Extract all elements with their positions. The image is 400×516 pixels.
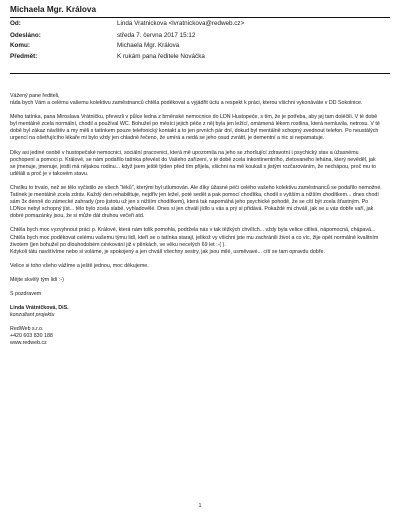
- meta-row-subject: [10, 52, 390, 63]
- paragraph-4: Chtěla bych moc vyzvyhnout práci p. Králové, která nám tolik pomohla, podržela nás v tak těžkých chvílích... vždy byla velice citlivá, nápomocná, chápavá... Chtěla bych moc poděkovat celému vašemu týmu lidí, kteří se o tatínka starají, jelikož vy všichni jste mu zachránili život a co víc, žije opět normálně kvalitním životem (jen bohužel po dlouhodobém cévkování již v plínkách, ve věku necelých 69 let :-( ).: [10, 227, 379, 248]
- signature-company: RedWeb s.r.o.: [10, 326, 44, 333]
- meta-label: Předmět:: [10, 53, 38, 61]
- email-metadata: [10, 19, 390, 63]
- meta-row-to: [10, 41, 390, 52]
- meta-row-sent: [10, 31, 390, 42]
- meta-label: Od:: [10, 20, 21, 27]
- paragraph-2: Díky asi jediné osobě v hustopečské nemocnici, sociální pracovnici, která mě upozornila na jeho se zhoršující zdravotní i psychický stav a úžasnému pochopení a pomoci p. Králové, se nám podařilo tatínka převést do Vašeho zařízení, v té době zcela inkontinentního, zletovaného lehána, který nevěděl, jak se jmenuje, jmenuje, jestli má nějakou rodinu... když jsem ještě týden před tím přijela, všichni na mě koukali s jistým rozčarováním, že nechápou, proč mu to uděláli a proč je v takovém stavu.: [10, 149, 376, 177]
- mailbox-owner-name: Michaela Mgr. Králova: [10, 5, 97, 14]
- meta-value: Linda Vratnickova <lvratnickova@redweb.cz>: [117, 20, 245, 27]
- paragraph-7: Mějte skvělý tým lidí :-): [10, 276, 64, 283]
- signature-name: Linda Vrátničková, DiS.: [10, 305, 69, 312]
- header-rule-bottom: [10, 73, 390, 74]
- closing: S pozdravem: [10, 290, 42, 297]
- header-rule-top: [10, 17, 390, 18]
- paragraph-6: Velice si toho všeho vážíme a ještě jednou, moc děkujeme.: [10, 262, 149, 269]
- paragraph-5: Kdykoli tátu navštívíme nebo si voláme, je spokojený a jen chválí všechny sestry, jak jsou milé, usměvavé... cítí se tam opravdu dobře.: [10, 248, 325, 255]
- email-body: [10, 93, 382, 348]
- greeting: Vážený pane řediteli,: [10, 93, 60, 99]
- meta-label: Komu:: [10, 42, 30, 50]
- meta-value: středa 7. června 2017 15:12: [117, 31, 196, 39]
- paragraph-3: Chvilku to trvalo, než se tělo vyčistilo ze všech "léků", kterými byl utlumován. Ale díky úžasné péči celého vašeho kolektivu zaměstnanců se podařilo nemožné. Tatínek je mentálně zcela zdráv. Každý den rehabilituje, nejdřív jen ležel, poté sedět a pak pomocí chodítka, chodil s vyšším a nižším chodítkem... dnes chodí sám 3x denně do zámecké zahrady (pro jistotu už jen s nižším chodítkem), která tak napomáhá jeho psychické pohodě, že se cítí být zcela šťastným. Po LDNce nebyl schopný jíst... tělo bylo zcela slabé, vyhladovělé. Dnes si jen chválí jídlo u vás a prý si přidává. Pokaždé mi chválí, jak se u vás dobře vaří, jak dobré pomazánky jsou, že si může dát druhou večeři atd.: [10, 184, 382, 220]
- page-number: 1: [198, 503, 202, 509]
- meta-label: Odesláno:: [10, 31, 41, 39]
- signature-web-link[interactable]: www.redweb.cz: [10, 340, 47, 347]
- intro-paragraph: ráda bych Vám a celému vašemu kolektivu zaměstnanců chtěla poděkovat a vyjádřit úctu a respekt k práci, kterou všichni vykonáváte v DD Sokolnice.: [10, 100, 363, 107]
- meta-row-from: [10, 19, 390, 31]
- meta-value: Michaela Mgr. Králova: [117, 42, 180, 50]
- signature-phone: +420 603 830 188: [10, 333, 53, 340]
- signature-role: konzultant projektu: [10, 312, 55, 319]
- meta-value: K rukám pana ředitele Nováčka: [117, 53, 205, 61]
- paragraph-1: Mého tatínka, pana Miroslava Vrátničku, převezli v půlce ledna z brněnské nemocnice do LDN Hustopeče, s tím, že je potřeba, aby jej tam doléčili. V té době byl mentálně zcela normální, chodil a používal WC. Bohužel po měsíci jejich péče z něj byla jen ležící, omámená lékem rostlina, která nemluvila, netrosu. V té době byl zákaz návštěv a my měli s tatínkem pouze telefonický kontakt a to jen prvních pár dní, dokud byl mentálně schopný zvednout telefon. Po neustálých urgencí na ošetřujícího lékaře mi bylo vždy jen chladně řečeno, že umírá a nedá se jeho osud zvrátit, je dementní a nic si nepamatuje.: [10, 114, 380, 142]
